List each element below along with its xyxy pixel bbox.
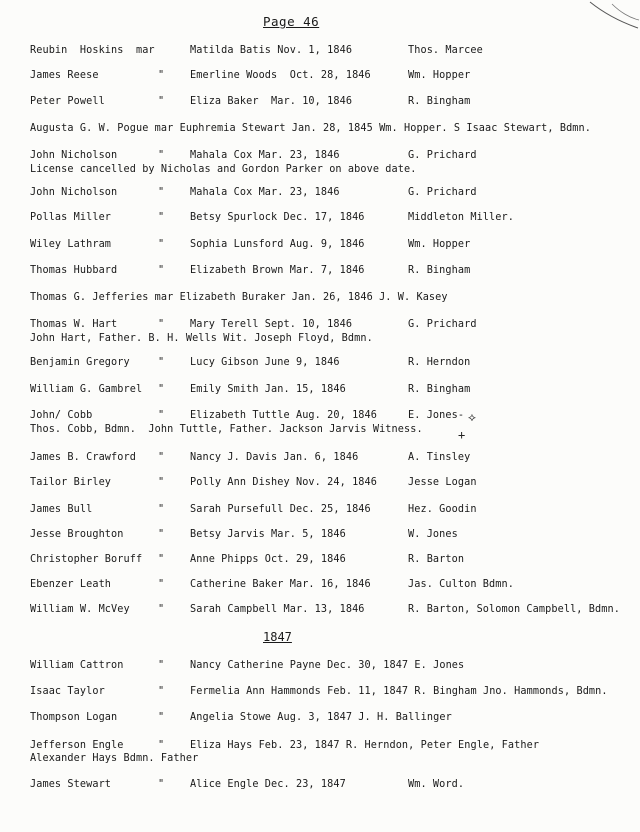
ditto-mark: " (158, 239, 165, 250)
ditto-mark: " (158, 686, 165, 697)
officiant: Middleton Miller. (408, 212, 514, 223)
bride-and-date: Mahala Cox Mar. 23, 1846 (190, 150, 340, 161)
groom-name: Ebenzer Leath (30, 579, 112, 590)
ditto-mark: " (158, 452, 165, 463)
record-text: John Hart, Father. B. H. Wells Wit. Joseph Floyd, Bdmn. (30, 333, 373, 344)
bride-and-date: Eliza Baker Mar. 10, 1846 (190, 96, 353, 107)
officiant: Wm. Word. (408, 779, 465, 790)
bride-and-date: Nancy J. Davis Jan. 6, 1846 (190, 452, 359, 463)
officiant: R. Bingham (408, 265, 471, 276)
groom-name: Christopher Boruff (30, 554, 143, 565)
bride-and-date: Lucy Gibson June 9, 1846 (190, 357, 340, 368)
bride-and-date: Anne Phipps Oct. 29, 1846 (190, 554, 346, 565)
bride-and-date: Elizabeth Tuttle Aug. 20, 1846 (190, 410, 378, 421)
ditto-mark: " (158, 604, 165, 615)
groom-name: Tailor Birley (30, 477, 112, 488)
officiant: W. Jones (408, 529, 458, 540)
bride-and-date: Alice Engle Dec. 23, 1847 (190, 779, 346, 790)
groom-name: Thompson Logan (30, 712, 118, 723)
bride-and-date: Sarah Pursefull Dec. 25, 1846 (190, 504, 371, 515)
bride-and-date: Betsy Jarvis Mar. 5, 1846 (190, 529, 346, 540)
officiant: Jesse Logan (408, 477, 477, 488)
handwritten-x-mark: + (458, 428, 466, 442)
officiant: G. Prichard (408, 150, 477, 161)
handwritten-x-mark: ⟡ (468, 410, 476, 424)
bride-and-date: Eliza Hays Feb. 23, 1847 R. Herndon, Peter Engle, Father (190, 740, 540, 751)
officiant: R. Barton, Solomon Campbell, Bdmn. (408, 604, 620, 615)
ditto-mark: " (158, 384, 165, 395)
groom-name: Peter Powell (30, 96, 105, 107)
groom-name: Wiley Lathram (30, 239, 112, 250)
bride-and-date: Fermelia Ann Hammonds Feb. 11, 1847 R. Bingham Jno. Hammonds, Bdmn. (190, 686, 608, 697)
groom-name: William Cattron (30, 660, 124, 671)
page-heading: Page 46 (263, 14, 320, 29)
groom-name: Thomas Hubbard (30, 265, 118, 276)
bride-and-date: Angelia Stowe Aug. 3, 1847 J. H. Ballinger (190, 712, 452, 723)
officiant: A. Tinsley (408, 452, 471, 463)
ditto-mark: " (158, 579, 165, 590)
record-text: Alexander Hays Bdmn. Father (30, 753, 199, 764)
groom-name: Jefferson Engle (30, 740, 124, 751)
groom-name: James Stewart (30, 779, 112, 790)
groom-name: Isaac Taylor (30, 686, 105, 697)
groom-name: Thomas W. Hart (30, 319, 118, 330)
bride-and-date: Betsy Spurlock Dec. 17, 1846 (190, 212, 365, 223)
ditto-mark: " (158, 212, 165, 223)
bride-and-date: Sophia Lunsford Aug. 9, 1846 (190, 239, 365, 250)
bride-and-date: Emerline Woods Oct. 28, 1846 (190, 70, 371, 81)
groom-name: James Reese (30, 70, 99, 81)
officiant: R. Herndon (408, 357, 471, 368)
page-corner-mark (560, 0, 640, 60)
ditto-mark: " (158, 410, 165, 421)
officiant: R. Barton (408, 554, 465, 565)
officiant: Jas. Culton Bdmn. (408, 579, 514, 590)
ditto-mark: " (158, 740, 165, 751)
bride-and-date: Emily Smith Jan. 15, 1846 (190, 384, 346, 395)
groom-name: John Nicholson (30, 187, 118, 198)
ditto-mark: " (158, 712, 165, 723)
ditto-mark: " (158, 477, 165, 488)
ditto-mark: " (158, 504, 165, 515)
bride-and-date: Sarah Campbell Mar. 13, 1846 (190, 604, 365, 615)
record-text: Thos. Cobb, Bdmn. John Tuttle, Father. Jackson Jarvis Witness. (30, 424, 423, 435)
bride-and-date: Polly Ann Dishey Nov. 24, 1846 (190, 477, 378, 488)
groom-name: William W. McVey (30, 604, 130, 615)
bride-and-date: Catherine Baker Mar. 16, 1846 (190, 579, 371, 590)
officiant: Wm. Hopper (408, 70, 471, 81)
groom-name: Pollas Miller (30, 212, 112, 223)
officiant: R. Bingham (408, 384, 471, 395)
officiant: R. Bingham (408, 96, 471, 107)
bride-and-date: Nancy Catherine Payne Dec. 30, 1847 E. Jones (190, 660, 465, 671)
groom-name: Reubin Hoskins mar (30, 45, 155, 56)
groom-name: John/ Cobb (30, 410, 93, 421)
groom-name: John Nicholson (30, 150, 118, 161)
groom-name: William G. Gambrel (30, 384, 143, 395)
groom-name: James Bull (30, 504, 93, 515)
officiant: G. Prichard (408, 187, 477, 198)
ditto-mark: " (158, 779, 165, 790)
officiant: Thos. Marcee (408, 45, 483, 56)
bride-and-date: Mahala Cox Mar. 23, 1846 (190, 187, 340, 198)
ditto-mark: " (158, 529, 165, 540)
year-heading-1847: 1847 (263, 630, 292, 644)
ditto-mark: " (158, 187, 165, 198)
officiant: G. Prichard (408, 319, 477, 330)
groom-name: James B. Crawford (30, 452, 136, 463)
ditto-mark: " (158, 96, 165, 107)
ditto-mark: " (158, 150, 165, 161)
record-text: Augusta G. W. Pogue mar Euphremia Stewart Jan. 28, 1845 Wm. Hopper. S Isaac Stewart, Bdmn. (30, 123, 592, 134)
officiant: E. Jones- (408, 410, 465, 421)
ditto-mark: " (158, 660, 165, 671)
record-text: License cancelled by Nicholas and Gordon Parker on above date. (30, 164, 417, 175)
bride-and-date: Mary Terell Sept. 10, 1846 (190, 319, 353, 330)
ditto-mark: " (158, 357, 165, 368)
officiant: Hez. Goodin (408, 504, 477, 515)
bride-and-date: Matilda Batis Nov. 1, 1846 (190, 45, 353, 56)
ditto-mark: " (158, 554, 165, 565)
bride-and-date: Elizabeth Brown Mar. 7, 1846 (190, 265, 365, 276)
groom-name: Benjamin Gregory (30, 357, 130, 368)
ditto-mark: " (158, 70, 165, 81)
groom-name: Jesse Broughton (30, 529, 124, 540)
ditto-mark: " (158, 265, 165, 276)
ditto-mark: " (158, 319, 165, 330)
officiant: Wm. Hopper (408, 239, 471, 250)
record-text: Thomas G. Jefferies mar Elizabeth Buraker Jan. 26, 1846 J. W. Kasey (30, 292, 448, 303)
